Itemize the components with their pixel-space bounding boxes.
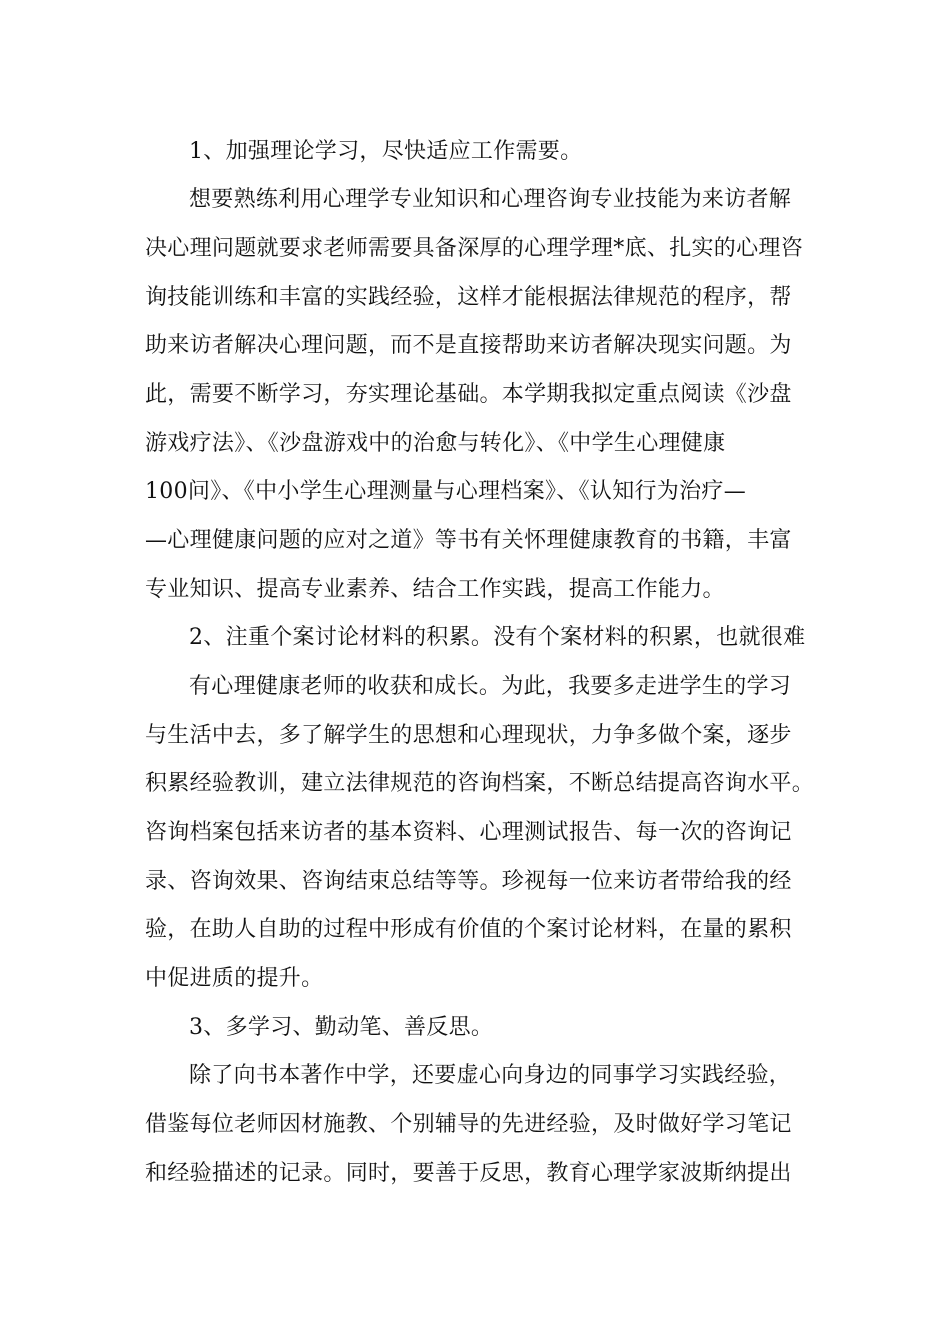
paragraph-line: 和经验描述的记录。同时，要善于反思，教育心理学家波斯纳提出 [145, 1161, 792, 1186]
paragraph-line: 100问》、《中小学生心理测量与心理档案》、《认知行为治疗— [145, 479, 746, 504]
paragraph-line: 有心理健康老师的收获和成长。为此，我要多走进学生的学习 [189, 674, 792, 699]
paragraph-line: 录、咨询效果、咨询结束总结等等。珍视每一位来访者带给我的经 [145, 869, 792, 894]
paragraph-line: 询技能训练和丰富的实践经验，这样才能根据法律规范的程序，帮 [145, 285, 792, 310]
paragraph-line: 此，需要不断学习，夯实理论基础。本学期我拟定重点阅读《沙盘 [145, 382, 792, 407]
paragraph-line: 专业知识、提高专业素养、结合工作实践，提高工作能力。 [145, 577, 725, 602]
paragraph-line: 决心理问题就要求老师需要具备深厚的心理学理*底、扎实的心理咨 [145, 236, 804, 261]
paragraph-line: 除了向书本著作中学，还要虚心向身边的同事学习实践经验， [189, 1063, 792, 1088]
paragraph-line: —心理健康问题的应对之道》等书有关怀理健康教育的书籍，丰富 [145, 528, 792, 553]
heading-item-1: 1、加强理论学习，尽快适应工作需要。 [189, 139, 583, 164]
paragraph-line: 咨询档案包括来访者的基本资料、心理测试报告、每一次的咨询记 [145, 820, 792, 845]
heading-item-2: 2、注重个案讨论材料的积累。没有个案材料的积累，也就很难 [189, 625, 806, 650]
paragraph-line: 借鉴每位老师因材施教、个别辅导的先进经验，及时做好学习笔记 [145, 1112, 792, 1137]
paragraph-line: 验，在助人自助的过程中形成有价值的个案讨论材料，在量的累积 [145, 917, 792, 942]
paragraph-line: 积累经验教训，建立法律规范的咨询档案，不断总结提高咨询水平。 [145, 771, 815, 796]
paragraph-line: 想要熟练利用心理学专业知识和心理咨询专业技能为来访者解 [189, 187, 792, 212]
paragraph-line: 中促进质的提升。 [145, 966, 324, 991]
heading-item-3: 3、多学习、勤动笔、善反思。 [189, 1015, 494, 1040]
paragraph-line: 与生活中去，多了解学生的思想和心理现状，力争多做个案，逐步 [145, 723, 792, 748]
paragraph-line: 游戏疗法》、《沙盘游戏中的治愈与转化》、《中学生心理健康 [145, 431, 726, 456]
paragraph-line: 助来访者解决心理问题，而不是直接帮助来访者解决现实问题。为 [145, 333, 792, 358]
